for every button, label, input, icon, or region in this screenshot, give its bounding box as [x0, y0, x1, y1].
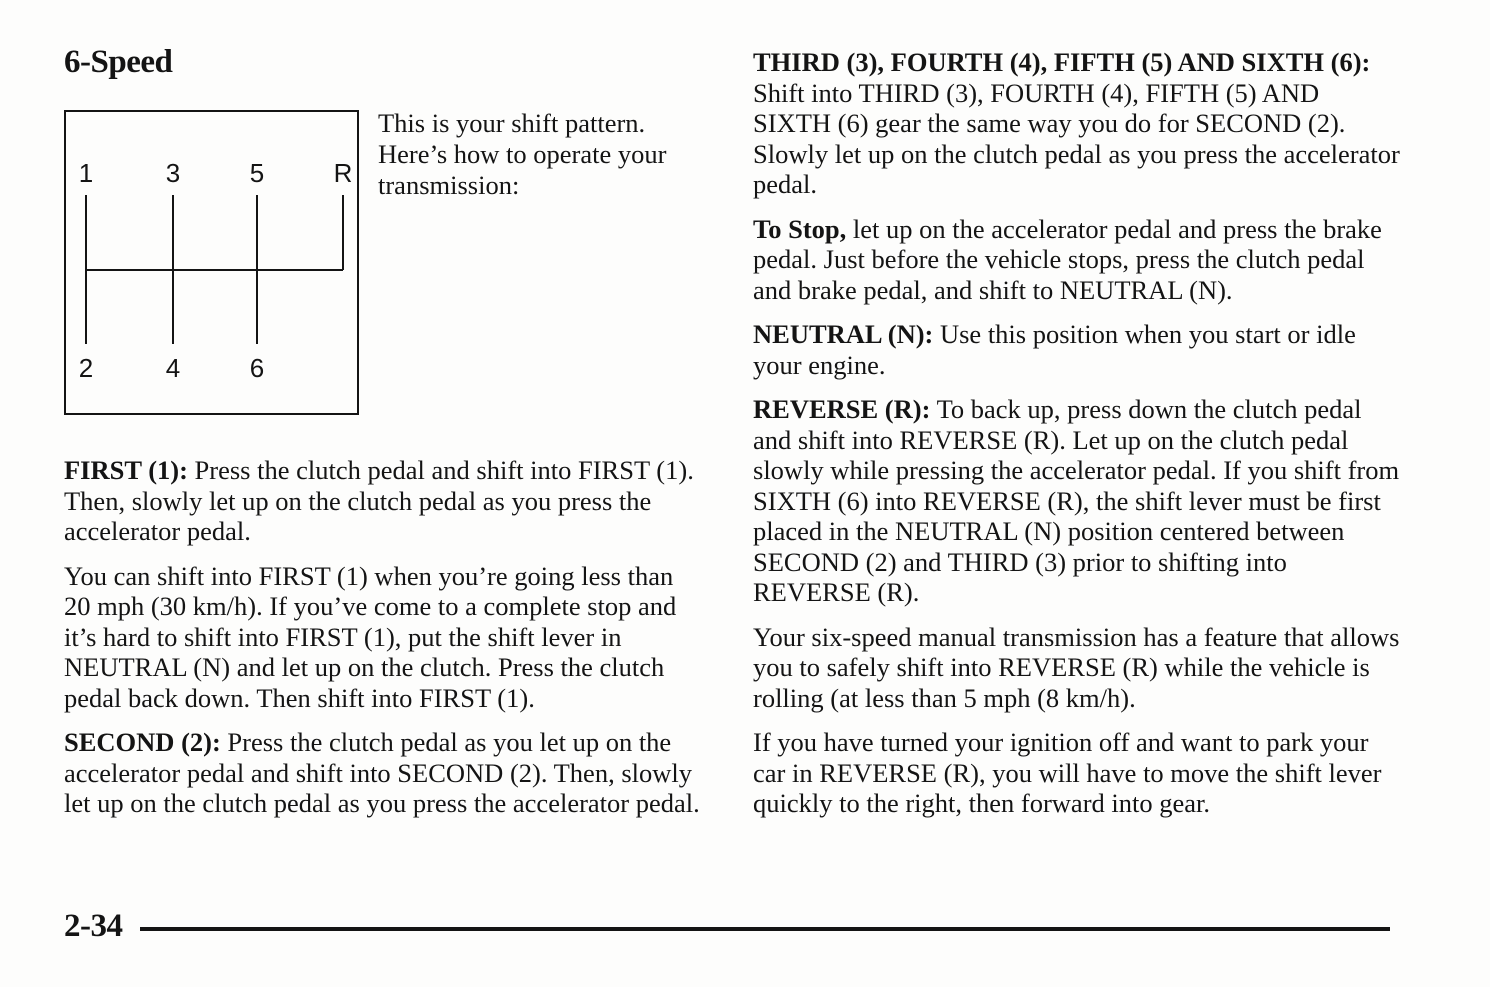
- right-column: [753, 47, 1403, 833]
- neutral-label: NEUTRAL (N):: [753, 319, 934, 349]
- first-gear-text: Press the clutch pedal and shift into FIRST (1). Then, slowly let up on the clutch pedal as you press the accelerator pedal.: [64, 455, 694, 546]
- reverse-paragraph: [753, 394, 1403, 608]
- shift-pattern-graphic: [66, 112, 361, 417]
- reverse-feature-paragraph: Your six-speed manual transmission has a feature that allows you to safely shift into REVERSE (R) while the vehicle is rolling (at less than 5 mph (8 km/h).: [753, 621, 1400, 713]
- second-gear-text: Press the clutch pedal as you let up on the accelerator pedal and shift into SECOND (2). Then, slowly let up on the clutch pedal as you press the accelerator pedal.: [64, 727, 700, 818]
- park-reverse-paragraph: If you have turned your ignition off and want to park your car in REVERSE (R), you will have to move the shift lever quickly to the right, then forward into gear.: [753, 727, 1382, 818]
- gear-label-1: 1: [78, 158, 94, 188]
- gear-label-3: 3: [165, 158, 181, 188]
- to-stop-label: To Stop,: [753, 213, 847, 244]
- neutral-text: Use this position when you start or idle your engine.: [753, 319, 1356, 380]
- to-stop-paragraph: [753, 214, 1403, 306]
- gear-label-2: 2: [78, 353, 94, 383]
- gear-label-6: 6: [249, 353, 265, 383]
- reverse-text: To back up, press down the clutch pedal and shift into REVERSE (R). Let up on the clutch pedal slowly while pressing the accelerator pedal. If you shift from SIXTH (6) into REVERSE (R), the shift lever must be first placed in the NEUTRAL (N) position centered between SECOND (2) and THIRD (3) prior to shifting into REVERSE (R).: [753, 394, 1400, 607]
- second-gear-paragraph: [64, 727, 704, 819]
- first-gear-paragraph-2: You can shift into FIRST (1) when you’re going less than 20 mph (30 km/h). If you’ve come to a complete stop and it’s hard to shift into FIRST (1), put the shift lever in NEUTRAL (N) and let up on the clutch. Press the clutch pedal back down. Then shift into FIRST (1).: [64, 560, 677, 713]
- left-column: [64, 455, 704, 833]
- footer-rule: [140, 927, 1390, 931]
- intro-paragraph: This is your shift pattern. Here’s how to operate your transmission:: [378, 108, 667, 200]
- reverse-label: REVERSE (R):: [753, 394, 931, 424]
- shift-pattern-diagram: [64, 110, 359, 415]
- gear-label-5: 5: [249, 158, 265, 188]
- shift-gate-lines: [86, 195, 343, 344]
- page-number: 2-34: [64, 908, 123, 944]
- third-to-sixth-paragraph: [753, 47, 1403, 200]
- first-gear-paragraph: [64, 455, 704, 547]
- third-to-sixth-label: THIRD (3), FOURTH (4), FIFTH (5) AND SIXTH (6):: [753, 47, 1371, 77]
- neutral-paragraph: [753, 319, 1403, 380]
- gear-label-r: R: [333, 158, 353, 188]
- second-gear-label: SECOND (2):: [64, 727, 221, 757]
- section-heading: 6-Speed: [64, 44, 173, 80]
- to-stop-text: let up on the accelerator pedal and press the brake pedal. Just before the vehicle stops, press the clutch pedal and brake pedal, and shift to NEUTRAL (N).: [753, 213, 1382, 305]
- gear-label-4: 4: [165, 353, 181, 383]
- first-gear-label: FIRST (1):: [64, 455, 188, 485]
- third-to-sixth-text: Shift into THIRD (3), FOURTH (4), FIFTH (5) AND SIXTH (6) gear the same way you do for SECOND (2). Slowly let up on the clutch pedal as you press the accelerator pedal.: [753, 77, 1400, 199]
